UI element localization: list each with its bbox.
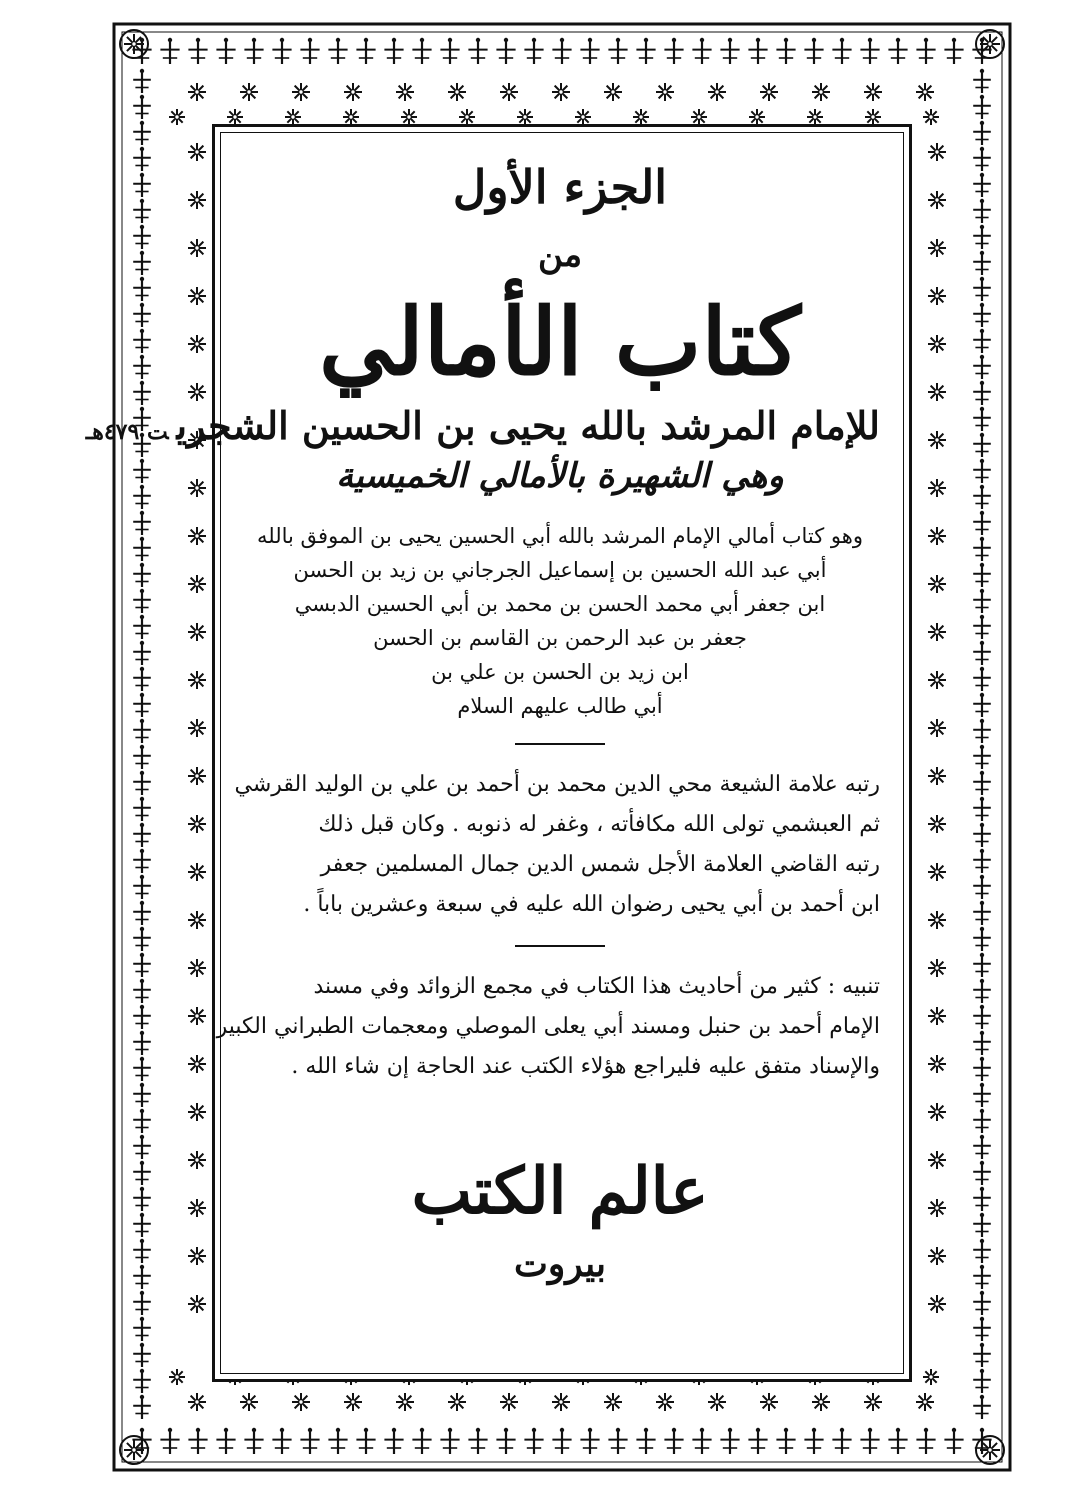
from-word: من <box>537 234 583 275</box>
note-line: تنبيه : كثير من أحاديث هذا الكتاب في مجمع الزوائد وفي مسند <box>313 973 880 999</box>
arrangement-line: ابن أحمد بن أبي يحيى رضوان الله عليه في سبعة وعشرين باباً . <box>303 891 880 917</box>
author-death-date: ت ٤٧٩هـ <box>85 418 169 445</box>
note-paragraph <box>216 967 880 1087</box>
divider <box>515 743 605 745</box>
author-lineage <box>240 519 880 723</box>
author-name: للإمام المرشد بالله يحيى بن الحسين الشجري <box>176 402 880 448</box>
lineage-line: وهو كتاب أمالي الإمام المرشد بالله أبي الحسين يحيى بن الموفق بالله <box>257 523 863 548</box>
volume-heading: الجزء الأول <box>452 160 668 214</box>
arrangement-line: رتبه القاضي العلامة الأجل شمس الدين جمال المسلمين جعفر <box>320 851 880 877</box>
lineage-line: ابن جعفر أبي محمد الحسن بن محمد بن أبي الحسين الدبسي <box>294 591 826 616</box>
arrangement-line: ثم العبشمي تولى الله مكافأته ، وغفر له ذنوبه . وكان قبل ذلك <box>318 811 880 837</box>
lineage-line: أبي طالب عليهم السلام <box>457 693 663 718</box>
note-line: والإسناد متفق عليه فليراجع هؤلاء الكتب عند الحاجة إن شاء الله . <box>291 1053 880 1079</box>
lineage-line: ابن زيد بن الحسن بن علي بن <box>431 659 689 684</box>
publisher-city: بيروت <box>513 1243 607 1286</box>
title-page-content <box>85 150 880 1360</box>
book-title: كتاب الأمالي <box>319 287 801 396</box>
lineage-line: أبي عبد الله الحسين بن إسماعيل الجرجاني بن زيد بن الحسن <box>293 557 827 582</box>
lineage-line: جعفر بن عبد الرحمن بن القاسم بن الحسن <box>373 625 747 650</box>
note-line: الإمام أحمد بن حنبل ومسند أبي يعلى الموصلي ومعجمات الطبراني الكبير <box>216 1013 880 1039</box>
alternate-title: وهي الشهيرة بالأمالي الخميسية <box>336 456 784 497</box>
arrangement-line: رتبه علامة الشيعة محي الدين محمد بن أحمد بن علي بن الوليد القرشي <box>234 771 880 797</box>
author-line <box>85 402 880 449</box>
arrangement-paragraph <box>234 765 880 925</box>
divider <box>515 945 605 947</box>
publisher-logo: عالم الكتب <box>411 1153 709 1229</box>
